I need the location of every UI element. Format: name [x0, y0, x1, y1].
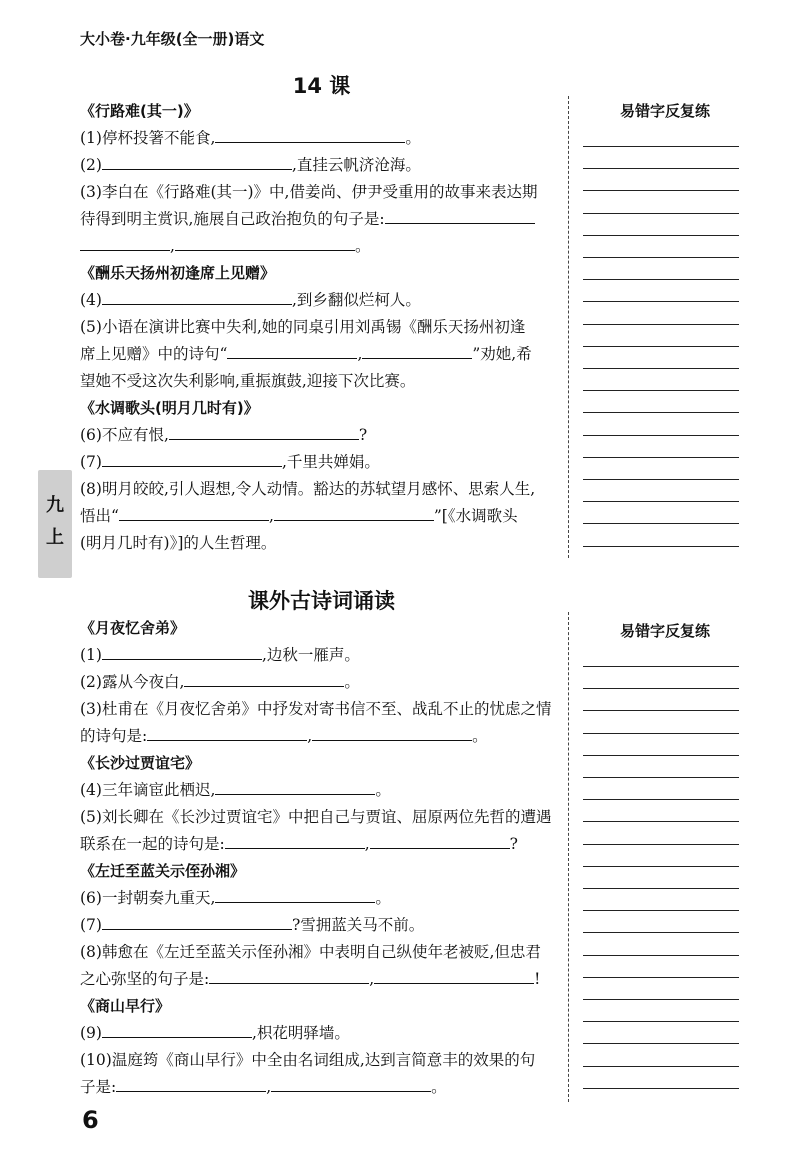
question-8: (8)韩愈在《左迁至蓝关示侄孙湘》中表明自己纵使年老被贬,但忠君 [80, 943, 541, 961]
practice-line[interactable] [583, 844, 739, 845]
question-5: (5)刘长卿在《长沙过贾谊宅》中把自己与贾谊、屈原两位先哲的遭遇 [80, 808, 552, 826]
practice-line[interactable] [583, 235, 739, 236]
question-5: (5)小语在演讲比赛中失利,她的同桌引用刘禹锡《酬乐天扬州初逢 [80, 318, 526, 336]
question-6: (6)一封朝奏九重天, 。 [80, 885, 563, 912]
page-number: 6 [82, 1106, 99, 1134]
practice-line[interactable] [583, 168, 739, 169]
answer-blank[interactable] [184, 669, 344, 687]
practice-line[interactable] [583, 777, 739, 778]
question-3: (3)杜甫在《月夜忆舍弟》中抒发对寄书信不至、战乱不止的忧虑之情 [80, 700, 552, 718]
answer-blank[interactable] [102, 287, 292, 305]
question-10-line-2: 子是: , 。 [80, 1074, 563, 1101]
answer-blank[interactable] [215, 885, 375, 903]
answer-blank[interactable] [362, 341, 472, 359]
question-7: (7) ?雪拥蓝关马不前。 [80, 912, 563, 939]
answer-blank[interactable] [374, 966, 534, 984]
practice-line[interactable] [583, 977, 739, 978]
practice-line[interactable] [583, 279, 739, 280]
poem-title: 《长沙过贾谊宅》 [80, 754, 201, 772]
practice-line[interactable] [583, 932, 739, 933]
column-divider [568, 96, 569, 558]
practice-line[interactable] [583, 821, 739, 822]
section-2-content [80, 615, 563, 1101]
grade-tab [38, 470, 72, 578]
practice-line[interactable] [583, 190, 739, 191]
answer-blank[interactable] [119, 503, 269, 521]
practice-line[interactable] [583, 866, 739, 867]
question-8-line-2: 之心弥坚的句子是: , ! [80, 966, 563, 993]
question-4: (4) ,到乡翻似烂柯人。 [80, 287, 563, 314]
practice-line[interactable] [583, 688, 739, 689]
practice-line[interactable] [583, 479, 739, 480]
practice-line[interactable] [583, 412, 739, 413]
column-divider [568, 612, 569, 1102]
answer-blank[interactable] [215, 125, 405, 143]
question-5-line-2: 联系在一起的诗句是: , ? [80, 831, 563, 858]
practice-line[interactable] [583, 546, 739, 547]
practice-line[interactable] [583, 999, 739, 1000]
book-header: 大小卷·九年级(全一册)语文 [80, 30, 265, 48]
answer-blank[interactable] [225, 831, 365, 849]
question-3: (3)李白在《行路难(其一)》中,借姜尚、伊尹受重用的故事来表达期 [80, 183, 538, 201]
practice-line[interactable] [583, 888, 739, 889]
practice-line[interactable] [583, 213, 739, 214]
practice-line[interactable] [583, 324, 739, 325]
answer-blank[interactable] [147, 723, 307, 741]
answer-blank[interactable] [175, 233, 355, 251]
section-title-lesson-14: 14 课 [292, 74, 351, 98]
practice-line[interactable] [583, 799, 739, 800]
answer-blank[interactable] [271, 1074, 431, 1092]
poem-title: 《左迁至蓝关示侄孙湘》 [80, 862, 246, 880]
poem-title: 《酬乐天扬州初逢席上见赠》 [80, 264, 276, 282]
question-1: (1)停杯投箸不能食, 。 [80, 125, 563, 152]
practice-line[interactable] [583, 1043, 739, 1044]
practice-line[interactable] [583, 666, 739, 667]
poem-title: 《月夜忆舍弟》 [80, 619, 186, 637]
answer-blank[interactable] [169, 422, 359, 440]
poem-title: 《商山早行》 [80, 997, 171, 1015]
answer-blank[interactable] [102, 1020, 252, 1038]
question-1: (1) ,边秋一雁声。 [80, 642, 563, 669]
practice-line[interactable] [583, 435, 739, 436]
question-9: (9) ,枳花明驿墙。 [80, 1020, 563, 1047]
section-1-content [80, 98, 563, 557]
practice-line[interactable] [583, 955, 739, 956]
practice-line[interactable] [583, 1066, 739, 1067]
tab-char: 九 [46, 495, 64, 516]
answer-blank[interactable] [102, 642, 262, 660]
answer-blank[interactable] [370, 831, 510, 849]
answer-blank[interactable] [209, 966, 369, 984]
side-practice-title: 易错字反复练 [619, 622, 710, 640]
section-title-extra-poems: 课外古诗词诵读 [248, 589, 395, 613]
question-2: (2)露从今夜白, 。 [80, 669, 563, 696]
answer-blank[interactable] [215, 777, 375, 795]
practice-line[interactable] [583, 501, 739, 502]
practice-line[interactable] [583, 257, 739, 258]
answer-blank[interactable] [227, 341, 357, 359]
question-8-line-3: (明月几时有)》]的人生哲理。 [80, 534, 277, 552]
practice-line[interactable] [583, 346, 739, 347]
practice-line[interactable] [583, 755, 739, 756]
practice-line[interactable] [583, 523, 739, 524]
question-7: (7) ,千里共婵娟。 [80, 449, 563, 476]
answer-blank[interactable] [102, 449, 282, 467]
tab-char: 上 [46, 527, 64, 548]
poem-title: 《水调歌头(明月几时有)》 [80, 399, 259, 417]
question-2: (2) ,直挂云帆济沧海。 [80, 152, 563, 179]
answer-blank[interactable] [312, 723, 472, 741]
answer-blank[interactable] [385, 206, 535, 224]
question-5-line-3: 望她不受这次失利影响,重振旗鼓,迎接下次比赛。 [80, 372, 416, 390]
question-3-line-2: 待得到明主赏识,施展自己政治抱负的句子是: [80, 206, 563, 233]
side-practice-title: 易错字反复练 [619, 102, 710, 120]
practice-line[interactable] [583, 1021, 739, 1022]
question-6: (6)不应有恨, ? [80, 422, 563, 449]
question-4: (4)三年谪宦此栖迟, 。 [80, 777, 563, 804]
question-5-line-2: 席上见赠》中的诗句“ , ”劝她,希 [80, 341, 563, 368]
poem-title: 《行路难(其一)》 [80, 102, 199, 120]
question-3-line-3: , 。 [80, 233, 563, 260]
answer-blank[interactable] [116, 1074, 266, 1092]
practice-line[interactable] [583, 146, 739, 147]
question-10: (10)温庭筠《商山早行》中全由名词组成,达到言简意丰的效果的句 [80, 1051, 536, 1069]
practice-line[interactable] [583, 910, 739, 911]
practice-line[interactable] [583, 1088, 739, 1089]
practice-line[interactable] [583, 710, 739, 711]
practice-line[interactable] [583, 301, 739, 302]
answer-blank[interactable] [102, 912, 292, 930]
practice-line[interactable] [583, 390, 739, 391]
answer-blank[interactable] [80, 233, 170, 251]
practice-line[interactable] [583, 457, 739, 458]
practice-line[interactable] [583, 733, 739, 734]
practice-line[interactable] [583, 368, 739, 369]
answer-blank[interactable] [274, 503, 434, 521]
question-3-line-2: 的诗句是: , 。 [80, 723, 563, 750]
question-8-line-2: 悟出“ , ”[《水调歌头 [80, 503, 563, 530]
answer-blank[interactable] [102, 152, 292, 170]
question-8: (8)明月皎皎,引人遐想,令人动情。豁达的苏轼望月感怀、思索人生, [80, 480, 536, 498]
